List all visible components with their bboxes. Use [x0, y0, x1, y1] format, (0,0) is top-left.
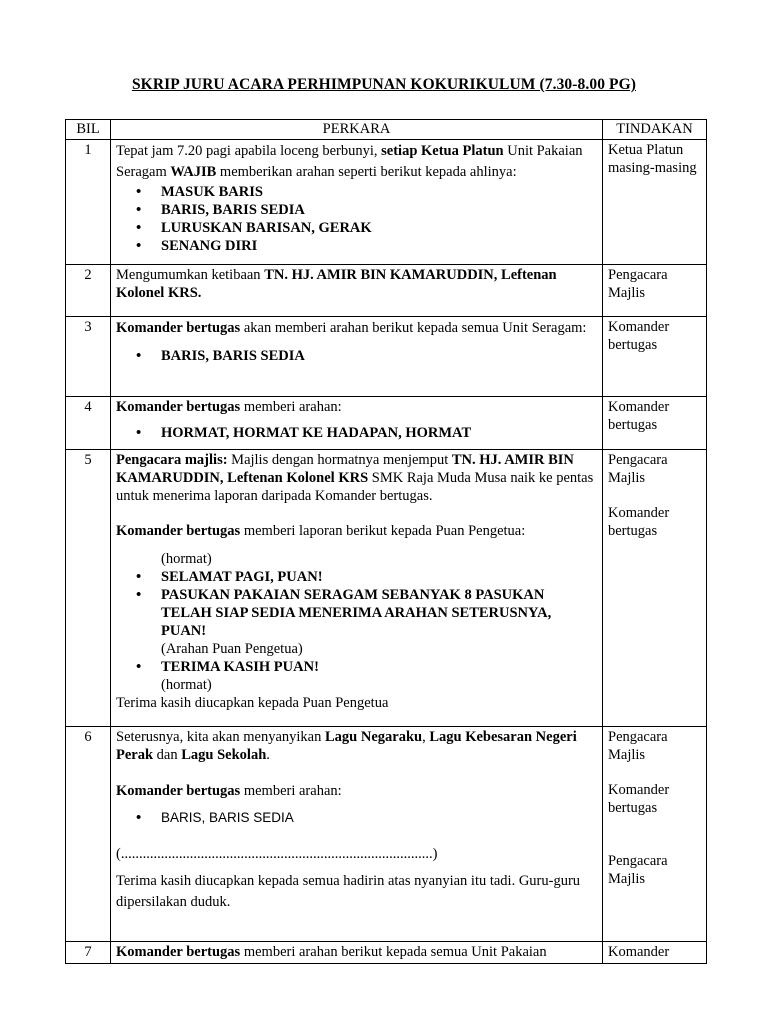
text-run: Tepat jam 7.20 pagi apabila loceng berbunyi, — [116, 143, 382, 159]
text-run: memberikan arahan seperti berikut kepada ahlinya: — [216, 164, 517, 180]
text-run-bold: Komander bertugas — [116, 783, 241, 799]
command-list — [116, 347, 597, 365]
command-list — [116, 809, 597, 827]
text-run: Unit Pakaian Seragam — [116, 143, 583, 180]
row-tindakan: Ketua Platun masing-masing — [603, 140, 707, 265]
list-item: • SELAMAT PAGI, PUAN! — [161, 568, 597, 586]
header-perkara: PERKARA — [111, 120, 603, 140]
text-run: memberi arahan: — [240, 783, 342, 799]
row-tindakan — [603, 450, 707, 727]
text-run: SMK Raja Muda Musa naik ke pentas untuk menerima laporan daripada Komander bertugas. — [116, 470, 594, 504]
tindakan-item: Pengacara Majlis — [608, 452, 668, 486]
row-perkara — [111, 265, 603, 317]
row-number: 6 — [66, 727, 111, 942]
list-item: • PASUKAN PAKAIAN SERAGAM SEBANYAK 8 PASUKAN TELAH SIAP SEDIA MENERIMA ARAHAN SETERUSNYA, PUAN! — [161, 586, 597, 640]
row-number: 3 — [66, 317, 111, 397]
list-item: • SENANG DIRI — [161, 237, 597, 255]
text-run: Seterusnya, kita akan menyanyikan — [116, 729, 325, 745]
row-intro — [116, 451, 597, 505]
text-run: Mengumumkan ketibaan — [116, 267, 265, 283]
stage-direction: (hormat) — [161, 677, 212, 693]
tindakan-item: Pengacara Majlis — [608, 853, 668, 887]
row-tindakan — [603, 727, 707, 942]
text-run: , — [422, 729, 430, 745]
list-item: • LURUSKAN BARISAN, GERAK — [161, 219, 597, 237]
row-tindakan: Komander bertugas — [603, 397, 707, 450]
row-intro — [116, 398, 597, 416]
table-row — [66, 450, 707, 727]
command-list — [116, 183, 597, 255]
tindakan-item: Komander bertugas — [608, 782, 670, 816]
text-run: . — [266, 747, 270, 763]
row-number: 4 — [66, 397, 111, 450]
table-row — [66, 140, 707, 265]
header-bil: BIL — [66, 120, 111, 140]
text-run-bold: WAJIB — [170, 164, 217, 180]
text-run-bold: Lagu Kebesaran Negeri Perak — [116, 729, 577, 763]
tindakan-item: Pengacara Majlis — [608, 729, 668, 763]
row-intro — [116, 141, 597, 183]
list-item: • BARIS, BARIS SEDIA — [161, 347, 597, 365]
row-intro — [116, 318, 597, 339]
table-row — [66, 265, 707, 317]
text-run: memberi arahan berikut kepada semua Unit Pakaian — [240, 944, 547, 960]
row-perkara — [111, 140, 603, 265]
text-run: memberi laporan berikut kepada Puan Pengetua: — [240, 523, 526, 539]
document-title: SKRIP JURU ACARA PERHIMPUNAN KOKURIKULUM (7.30-8.00 PG) — [131, 76, 637, 93]
row-perkara — [111, 727, 603, 942]
stage-direction: (Arahan Puan Pengetua) — [161, 641, 303, 657]
row-number: 2 — [66, 265, 111, 317]
table-row — [66, 727, 707, 942]
row-tindakan: Komander bertugas — [603, 317, 707, 397]
row-closing: Terima kasih diucapkan kepada semua hadirin atas nyanyian itu tadi. Guru-guru dipersilakan duduk. — [116, 873, 581, 910]
row-closing: Terima kasih diucapkan kepada Puan Pengetua — [116, 695, 389, 711]
text-run-bold: Komander bertugas — [116, 523, 241, 539]
stage-direction: (hormat) — [161, 551, 212, 567]
text-run: dan — [153, 747, 182, 763]
row-intro-2 — [116, 522, 597, 540]
row-tindakan: Komander — [603, 942, 707, 964]
script-table — [65, 119, 707, 964]
song-placeholder: (......................................................................................) — [116, 846, 438, 862]
table-row — [66, 317, 707, 397]
row-number: 1 — [66, 140, 111, 265]
text-run-bold: Komander bertugas — [116, 944, 241, 960]
list-item: • HORMAT, HORMAT KE HADAPAN, HORMAT — [161, 424, 597, 442]
text-run: Majlis dengan hormatnya menjemput — [227, 452, 452, 468]
text-run-bold: Komander bertugas — [116, 320, 241, 336]
list-item: • MASUK BARIS — [161, 183, 597, 201]
row-perkara — [111, 450, 603, 727]
header-tindakan: TINDAKAN — [603, 120, 707, 140]
text-run-bold: Komander bertugas — [116, 399, 241, 415]
table-header-row — [66, 120, 707, 140]
table-row — [66, 397, 707, 450]
tindakan-item: Komander bertugas — [608, 505, 670, 539]
row-intro — [116, 728, 597, 764]
list-item: • BARIS, BARIS SEDIA — [161, 201, 597, 219]
row-intro-2 — [116, 782, 597, 800]
row-perkara — [111, 397, 603, 450]
text-run: akan memberi arahan berikut kepada semua Unit Seragam: — [240, 320, 587, 336]
row-number: 5 — [66, 450, 111, 727]
row-perkara — [111, 317, 603, 397]
list-item: • BARIS, BARIS SEDIA — [161, 809, 597, 827]
row-tindakan: Pengacara Majlis — [603, 265, 707, 317]
text-run-bold: Pengacara majlis: — [116, 452, 228, 468]
text-run-bold: Lagu Negaraku — [324, 729, 423, 745]
command-list — [116, 424, 597, 442]
text-run-bold: TN. HJ. AMIR BIN KAMARUDDIN, Leftenan Kolonel KRS. — [116, 267, 557, 301]
row-number: 7 — [66, 942, 111, 964]
table-row — [66, 942, 707, 964]
report-list — [116, 550, 597, 694]
text-run: memberi arahan: — [240, 399, 342, 415]
text-run-bold: Lagu Sekolah — [181, 747, 267, 763]
row-perkara — [111, 942, 603, 964]
text-run-bold: TN. HJ. AMIR BIN KAMARUDDIN, Leftenan Kolonel KRS — [116, 452, 574, 486]
list-item: • TERIMA KASIH PUAN! — [161, 658, 597, 676]
text-run-bold: setiap Ketua Platun — [381, 143, 504, 159]
